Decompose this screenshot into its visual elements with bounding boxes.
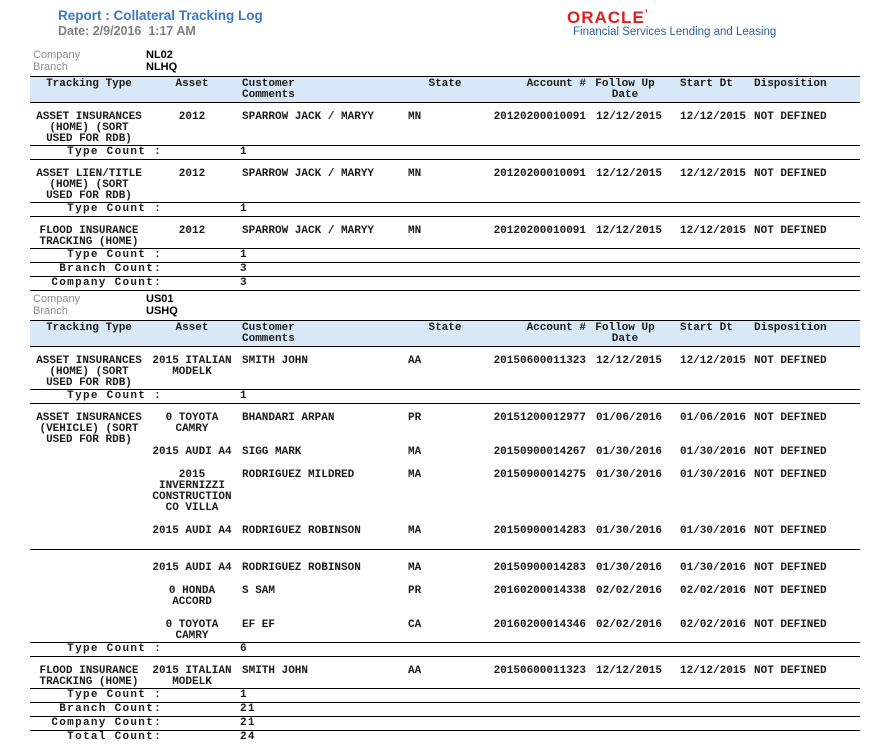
cell-customer: SMITH JOHN: [242, 665, 309, 677]
company-value: US01: [146, 293, 174, 305]
cell-state: MA: [408, 525, 422, 537]
column-header: [30, 323, 148, 345]
column-header-line1: Disposition: [754, 322, 827, 334]
tracking-group: [30, 112, 860, 145]
column-header-line1: Start Dt: [680, 322, 733, 334]
column-header-line2: [680, 334, 740, 345]
company-label: Company: [33, 49, 81, 61]
tracking-group: [30, 413, 860, 642]
table-row: [148, 356, 860, 378]
column-header: [400, 79, 490, 101]
column-header: [30, 79, 148, 101]
cell-disposition: NOT DEFINED: [754, 525, 827, 537]
column-header-line2: Date: [611, 89, 639, 101]
group-rows: [148, 666, 860, 688]
cell-disposition: NOT DEFINED: [754, 665, 827, 677]
cell-customer: SPARROW JACK / MARYY: [242, 225, 375, 237]
cell-follow-up-date: 02/02/2016: [596, 619, 663, 631]
cell-follow-up-date: 01/30/2016: [596, 562, 663, 574]
cell-start-date: 01/06/2016: [680, 412, 747, 424]
cell-follow-up-date: 12/12/2015: [596, 111, 663, 123]
count-value: 1: [240, 249, 248, 261]
count-value: 1: [240, 146, 248, 158]
tracking-type: ASSET INSURANCES (HOME) (SORT USED FOR RDB): [36, 111, 142, 145]
column-header-line1: Tracking Type: [46, 322, 132, 334]
brand-block: [567, 6, 776, 39]
count-value: 1: [240, 203, 248, 215]
count-row: [30, 642, 860, 657]
table-row: [148, 666, 860, 688]
company-label: Company: [33, 293, 81, 305]
count-label: Type Count :: [67, 643, 162, 655]
cell-start-date: 12/12/2015: [680, 355, 747, 367]
column-header-line1: Account #: [526, 78, 586, 90]
column-header: [664, 323, 740, 345]
column-header: [740, 79, 860, 101]
cell-follow-up-date: 01/30/2016: [596, 525, 663, 537]
table-row: [148, 413, 860, 435]
count-label: Type Count :: [67, 249, 162, 261]
column-header-line1: Follow Up: [595, 322, 655, 334]
column-header: [586, 323, 664, 345]
cell-disposition: NOT DEFINED: [754, 446, 827, 458]
cell-start-date: 01/30/2016: [680, 446, 747, 458]
cell-customer: S SAM: [242, 585, 276, 597]
count-label: Type Count :: [67, 689, 162, 701]
count-value: 6: [240, 643, 248, 655]
cell-asset: 2015 AUDI A4: [152, 525, 232, 537]
cell-account: 20120200010091: [493, 225, 586, 237]
cell-state: MA: [408, 446, 422, 458]
cell-follow-up-date: 12/12/2015: [596, 168, 663, 180]
branch-label: Branch: [33, 305, 68, 317]
cell-account: 20150900014275: [493, 469, 586, 481]
cell-follow-up-date: 01/30/2016: [596, 469, 663, 481]
cell-start-date: 01/30/2016: [680, 525, 747, 537]
cell-disposition: NOT DEFINED: [754, 562, 827, 574]
column-header-line2: [754, 90, 860, 101]
table-row: [148, 169, 860, 180]
count-row: [30, 717, 860, 731]
tracking-type: ASSET INSURANCES (HOME) (SORT USED FOR RDB): [36, 355, 142, 389]
table-row: [148, 112, 860, 123]
column-header-line1: Customer: [242, 322, 295, 334]
cell-customer: SPARROW JACK / MARYY: [242, 168, 375, 180]
cell-customer: RODRIGUEZ ROBINSON: [242, 562, 361, 574]
count-label: Branch Count:: [59, 703, 162, 715]
brand-tagline: Financial Services Lending and Leasing: [573, 26, 777, 38]
cell-disposition: NOT DEFINED: [754, 225, 827, 237]
cell-account: 20120200010091: [493, 111, 586, 123]
cell-customer: SMITH JOHN: [242, 355, 309, 367]
column-header-line2: [490, 90, 586, 101]
row-divider: [30, 549, 860, 550]
column-header: [148, 323, 236, 345]
column-header-line2: [754, 334, 860, 345]
cell-start-date: 12/12/2015: [680, 168, 747, 180]
cell-state: PR: [408, 412, 422, 424]
column-header-line2: Comments: [242, 89, 295, 101]
branch-value: NLHQ: [146, 61, 178, 73]
cell-disposition: NOT DEFINED: [754, 619, 827, 631]
table-row: [148, 620, 860, 642]
count-label: Branch Count:: [59, 263, 162, 275]
column-header-line2: [490, 334, 586, 345]
cell-disposition: NOT DEFINED: [754, 412, 827, 424]
table-row: [148, 526, 860, 537]
count-label: Type Count :: [67, 390, 162, 402]
column-header-line1: State: [428, 78, 462, 90]
oracle-logo: [567, 6, 776, 26]
cell-asset: 2012: [178, 111, 206, 123]
cell-account: 20150900014283: [493, 525, 586, 537]
company-row: [30, 294, 860, 305]
cell-account: 20150900014283: [493, 562, 586, 574]
column-header-line1: Asset: [175, 78, 209, 90]
column-header-line2: Comments: [242, 333, 295, 345]
column-header: [490, 79, 586, 101]
cell-account: 20151200012977: [493, 412, 586, 424]
column-header: [664, 79, 740, 101]
cell-disposition: NOT DEFINED: [754, 168, 827, 180]
company-value: NL02: [146, 49, 173, 61]
cell-account: 20160200014338: [493, 585, 586, 597]
cell-state: PR: [408, 585, 422, 597]
cell-asset: 2015 AUDI A4: [152, 446, 232, 458]
column-header-line2: [148, 90, 236, 101]
report-section: [30, 294, 860, 744]
tracking-group: [30, 226, 860, 248]
cell-state: MN: [408, 111, 422, 123]
count-value: 1: [240, 689, 248, 701]
branch-label: Branch: [33, 61, 68, 73]
column-header: [400, 323, 490, 345]
table-row: [148, 586, 860, 608]
cell-asset: 2012: [178, 168, 206, 180]
group-rows: [148, 112, 860, 145]
cell-asset: 0 TOYOTA CAMRY: [165, 619, 219, 642]
cell-follow-up-date: 12/12/2015: [596, 665, 663, 677]
cell-customer: BHANDARI ARPAN: [242, 412, 335, 424]
column-header-line1: Asset: [175, 322, 209, 334]
cell-follow-up-date: 01/30/2016: [596, 446, 663, 458]
cell-asset: 2012: [178, 225, 206, 237]
cell-asset: 0 HONDA ACCORD: [168, 585, 216, 608]
count-value: 21: [240, 717, 256, 729]
column-header: [148, 79, 236, 101]
cell-start-date: 01/30/2016: [680, 469, 747, 481]
cell-account: 20150900014267: [493, 446, 586, 458]
cell-state: AA: [408, 355, 422, 367]
count-row: [30, 248, 860, 263]
count-label: Company Count:: [51, 277, 162, 289]
cell-customer: EF EF: [242, 619, 276, 631]
cell-state: AA: [408, 665, 422, 677]
count-row: [30, 277, 860, 291]
tracking-group: [30, 666, 860, 688]
cell-start-date: 02/02/2016: [680, 619, 747, 631]
cell-customer: RODRIGUEZ MILDRED: [242, 469, 355, 481]
column-header-line1: State: [428, 322, 462, 334]
count-row: [30, 389, 860, 404]
column-header-line2: [400, 334, 490, 345]
cell-follow-up-date: 12/12/2015: [596, 355, 663, 367]
tracking-type: FLOOD INSURANCE TRACKING (HOME): [39, 225, 139, 248]
column-header: [236, 323, 400, 345]
branch-row: [30, 306, 860, 317]
cell-asset: 2015 ITALIAN MODELK: [152, 665, 232, 688]
cell-disposition: NOT DEFINED: [754, 111, 827, 123]
report-body: [30, 50, 860, 744]
column-header-line2: Date: [611, 333, 639, 345]
column-header-line1: Tracking Type: [46, 78, 132, 90]
tracking-type: FLOOD INSURANCE TRACKING (HOME): [39, 665, 139, 688]
count-label: Type Count :: [67, 203, 162, 215]
report-title: Report : Collateral Tracking Log: [58, 8, 263, 23]
company-row: [30, 50, 860, 61]
cell-state: MN: [408, 225, 422, 237]
oracle-logo-mark: ’: [644, 8, 648, 20]
group-rows: [148, 169, 860, 202]
cell-asset: 2015 INVERNIZZI CONSTRUCTION CO VILLA: [152, 469, 232, 514]
cell-customer: SIGG MARK: [242, 446, 302, 458]
column-header-line1: Disposition: [754, 78, 827, 90]
column-header-line2: [148, 334, 236, 345]
tracking-group: [30, 169, 860, 202]
table-row: [148, 563, 860, 574]
cell-account: 20120200010091: [493, 168, 586, 180]
cell-start-date: 01/30/2016: [680, 562, 747, 574]
column-header-line2: [680, 90, 740, 101]
cell-follow-up-date: 02/02/2016: [596, 585, 663, 597]
count-label: Total Count:: [67, 731, 162, 743]
count-row: [30, 145, 860, 160]
cell-state: MA: [408, 469, 422, 481]
count-label: Type Count :: [67, 146, 162, 158]
count-value: 3: [240, 263, 248, 275]
count-row: [30, 731, 860, 744]
cell-account: 20150600011323: [493, 665, 586, 677]
count-value: 21: [240, 703, 256, 715]
column-header: [586, 79, 664, 101]
tracking-type: ASSET LIEN/TITLE (HOME) (SORT USED FOR RDB): [36, 168, 142, 202]
report-section: [30, 50, 860, 291]
cell-account: 20160200014346: [493, 619, 586, 631]
cell-start-date: 02/02/2016: [680, 585, 747, 597]
report-date: Date: 2/9/2016 1:17 AM: [58, 24, 196, 38]
column-header: [740, 323, 860, 345]
table-row: [148, 447, 860, 458]
cell-asset: 2015 AUDI A4: [152, 562, 232, 574]
count-label: Company Count:: [51, 717, 162, 729]
cell-asset: 0 TOYOTA CAMRY: [165, 412, 219, 435]
cell-state: CA: [408, 619, 422, 631]
table-row: [148, 226, 860, 237]
branch-value: USHQ: [146, 305, 178, 317]
table-header-row: [30, 320, 860, 347]
column-header-line1: Account #: [526, 322, 586, 334]
cell-disposition: NOT DEFINED: [754, 469, 827, 481]
cell-follow-up-date: 12/12/2015: [596, 225, 663, 237]
cell-follow-up-date: 01/06/2016: [596, 412, 663, 424]
column-header-line1: Start Dt: [680, 78, 733, 90]
table-header-row: [30, 76, 860, 103]
table-row: [148, 470, 860, 514]
count-row: [30, 688, 860, 703]
cell-state: MN: [408, 168, 422, 180]
count-row: [30, 202, 860, 217]
tracking-type: ASSET INSURANCES (VEHICLE) (SORT USED FOR RDB): [36, 412, 142, 446]
column-header: [490, 323, 586, 345]
cell-asset: 2015 ITALIAN MODELK: [152, 355, 232, 378]
group-rows: [148, 413, 860, 642]
column-header-line1: Customer: [242, 78, 295, 90]
cell-account: 20150600011323: [493, 355, 586, 367]
count-row: [30, 703, 860, 717]
column-header-line1: Follow Up: [595, 78, 655, 90]
count-value: 3: [240, 277, 248, 289]
column-header-line2: [30, 90, 148, 101]
cell-customer: RODRIGUEZ ROBINSON: [242, 525, 361, 537]
cell-customer: SPARROW JACK / MARYY: [242, 111, 375, 123]
oracle-logo-text: ORACLE: [567, 8, 645, 27]
count-value: 1: [240, 390, 248, 402]
column-header-line2: [30, 334, 148, 345]
cell-start-date: 12/12/2015: [680, 111, 747, 123]
count-row: [30, 263, 860, 277]
cell-disposition: NOT DEFINED: [754, 355, 827, 367]
cell-start-date: 12/12/2015: [680, 665, 747, 677]
branch-row: [30, 62, 860, 73]
group-rows: [148, 356, 860, 389]
cell-start-date: 12/12/2015: [680, 225, 747, 237]
count-value: 24: [240, 731, 256, 743]
column-header: [236, 79, 400, 101]
cell-disposition: NOT DEFINED: [754, 585, 827, 597]
column-header-line2: [400, 90, 490, 101]
group-rows: [148, 226, 860, 248]
tracking-group: [30, 356, 860, 389]
cell-state: MA: [408, 562, 422, 574]
